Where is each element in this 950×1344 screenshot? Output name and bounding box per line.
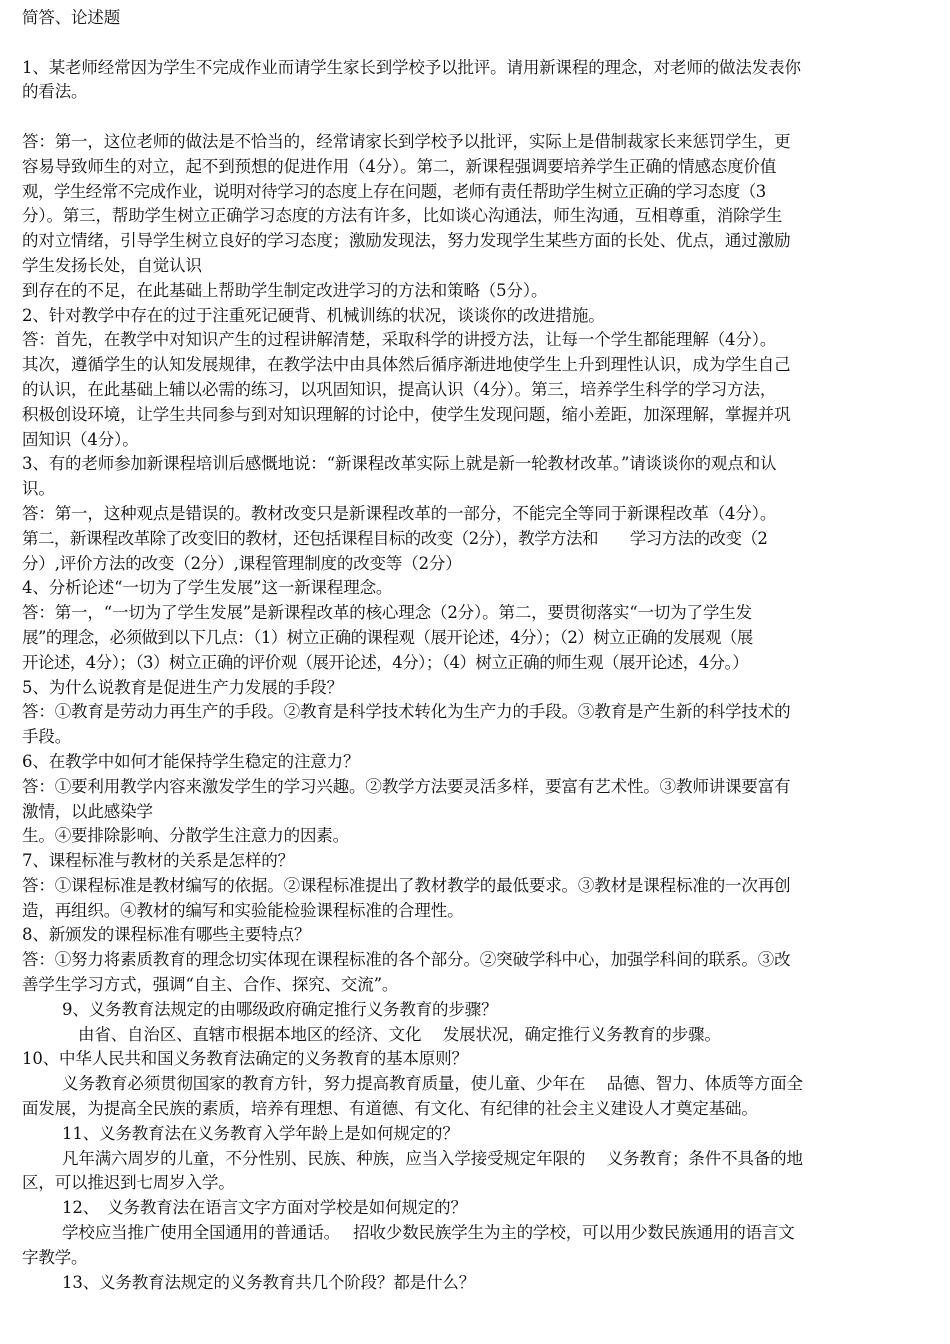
answer-7-line-2: 造，再组织。④教材的编写和实验能检验课程标准的合理性。 xyxy=(22,900,464,920)
answer-12-line-2: 字教学。 xyxy=(22,1247,88,1267)
answer-12-line-1: 学校应当推广使用全国通用的普通话。 招收少数民族学生为主的学校，可以用少数民族通用的语言文 xyxy=(62,1223,795,1243)
answer-3-line-3: 分）,评价方法的改变（2分）,课程管理制度的改变等（2分） xyxy=(22,553,462,573)
question-4: 4、分析论述“一切为了学生发展”这一新课程理念。 xyxy=(22,578,393,598)
answer-1-line-2: 容易导致师生的对立，起不到预想的促进作用（4分）。第二，新课程强调要培养学生正确的情感态度价值 xyxy=(22,156,777,176)
document-title: 简答、论述题 xyxy=(22,8,121,27)
answer-2-line-3: 的认识，在此基础上辅以必需的练习，以巩固知识，提高认识（4分）。第三，培养学生科学的学习方法， xyxy=(22,379,777,399)
question-5: 5、为什么说教育是促进生产力发展的手段？ xyxy=(22,677,343,697)
question-7: 7、课程标准与教材的关系是怎样的？ xyxy=(22,851,294,871)
answer-8-line-2: 善学生学习方式，强调“自主、合作、探究、交流”。 xyxy=(22,975,399,995)
answer-2-line-4: 积极创设环境，让学生共同参与到对知识理解的讨论中，使学生发现问题，缩小差距，加深理解，掌握并巩 xyxy=(22,404,791,424)
answer-2-line-2: 其次，遵循学生的认知发展规律，在教学法中由具体然后循序渐进地使学生上升到理性认识，成为学生自己 xyxy=(22,355,791,375)
question-12: 12、 义务教育法在语言文字方面对学校是如何规定的？ xyxy=(62,1198,467,1218)
answer-9: 由省、自治区、直辖市根据本地区的经济、文化 发展状况，确定推行义务教育的步骤。 xyxy=(78,1024,721,1044)
answer-1-line-4: 分）。第三，帮助学生树立正确学习态度的方法有许多，比如谈心沟通法，师生沟通，互相尊重，消除学生 xyxy=(22,206,783,226)
spacer xyxy=(22,31,936,56)
answer-1-line-7: 到存在的不足，在此基础上帮助学生制定改进学习的方法和策略（5分）。 xyxy=(22,280,548,300)
answer-1-line-3: 观，学生经常不完成作业，说明对待学习的态度上存在问题，老师有责任帮助学生树立正确的学习态度（3 xyxy=(22,181,766,201)
answer-11-line-1: 凡年满六周岁的儿童，不分性别、民族、种族，应当入学接受规定年限的 义务教育；条件不具备的地 xyxy=(62,1148,803,1168)
question-11: 11、义务教育法在义务教育入学年龄上是如何规定的？ xyxy=(62,1123,459,1143)
answer-6-line-3: 生。④要排除影响、分散学生注意力的因素。 xyxy=(22,826,350,846)
answer-4-line-1: 答：第一，“一切为了学生发展”是新课程改革的核心理念（2分）。第二，要贯彻落实“一切为了学生发 xyxy=(22,603,753,623)
question-9: 9、义务教育法规定的由哪级政府确定推行义务教育的步骤？ xyxy=(62,999,498,1019)
answer-6-line-2: 激情，以此感染学 xyxy=(22,801,153,821)
answer-1-line-6: 学生发扬长处，自觉认识 xyxy=(22,255,202,275)
question-13: 13、义务教育法规定的义务教育共几个阶段？都是什么？ xyxy=(62,1272,476,1292)
answer-4-line-2: 展”的理念，必须做到以下几点：（1）树立正确的课程观（展开论述，4分）；（2）树立正确的发展观（展 xyxy=(22,627,753,647)
question-8: 8、新颁发的课程标准有哪些主要特点？ xyxy=(22,925,311,945)
question-3-line-2: 识。 xyxy=(22,479,55,499)
question-1-line-1: 1、某老师经常因为学生不完成作业而请学生家长到学校予以批评。请用新课程的理念，对老师的做法发表你 xyxy=(22,57,801,77)
answer-6-line-1: 答：①要利用教学内容来激发学生的学习兴趣。②教学方法要灵活多样，要富有艺术性。③教师讲课要富有 xyxy=(22,776,791,796)
spacer xyxy=(22,105,936,130)
question-3-line-1: 3、有的老师参加新课程培训后感慨地说：“新课程改革实际上就是新一轮教材改革。”请谈谈你的观点和认 xyxy=(22,454,777,474)
answer-7-line-1: 答：①课程标准是教材编写的依据。②课程标准提出了教材教学的最低要求。③教材是课程标准的一次再创 xyxy=(22,875,791,895)
answer-1-line-5: 的对立情绪，引导学生树立良好的学习态度；激励发现法，努力发现学生某些方面的长处、优点，通过激励 xyxy=(22,231,791,251)
question-1-line-2: 的看法。 xyxy=(22,82,88,102)
answer-10-line-2: 面发展，为提高全民族的素质，培养有理想、有道德、有文化、有纪律的社会主义建设人才奠定基础。 xyxy=(22,1099,758,1119)
question-6: 6、在教学中如何才能保持学生稳定的注意力？ xyxy=(22,751,360,771)
answer-10-line-1: 义务教育必须贯彻国家的教育方针，努力提高教育质量，使儿童、少年在 品德、智力、体质等方面全 xyxy=(62,1074,803,1094)
answer-4-line-3: 开论述，4分）；（3）树立正确的评价观（展开论述，4分）；（4）树立正确的师生观（展开论述，4分。） xyxy=(22,652,749,672)
answer-3-line-2: 第二，新课程改革除了改变旧的教材，还包括课程目标的改变（2分），教学方法和 学习方法的改变（2 xyxy=(22,528,768,548)
answer-11-line-2: 区，可以推迟到七周岁入学。 xyxy=(22,1173,235,1193)
question-2: 2、针对教学中存在的过于注重死记硬背、机械训练的状况，谈谈你的改进措施。 xyxy=(22,305,605,325)
question-10: 10、中华人民共和国义务教育法确定的义务教育的基本原则？ xyxy=(22,1049,468,1069)
answer-5-line-1: 答：①教育是劳动力再生产的手段。②教育是科学技术转化为生产力的手段。③教育是产生新的科学技术的 xyxy=(22,702,791,722)
answer-3-line-1: 答：第一，这种观点是错误的。教材改变只是新课程改革的一部分，不能完全等同于新课程改革（4分）。 xyxy=(22,503,777,523)
answer-2-line-5: 固知识（4分）。 xyxy=(22,429,139,449)
answer-8-line-1: 答：①努力将素质教育的理念切实体现在课程标准的各个部分。②突破学科中心，加强学科间的联系。③改 xyxy=(22,950,791,970)
answer-1-line-1: 答：第一，这位老师的做法是不恰当的，经常请家长到学校予以批评，实际上是借制裁家长来惩罚学生，更 xyxy=(22,131,791,151)
answer-5-line-2: 手段。 xyxy=(22,727,72,747)
answer-2-line-1: 答：首先，在教学中对知识产生的过程讲解清楚，采取科学的讲授方法，让每一个学生都能理解（4分）。 xyxy=(22,330,777,350)
